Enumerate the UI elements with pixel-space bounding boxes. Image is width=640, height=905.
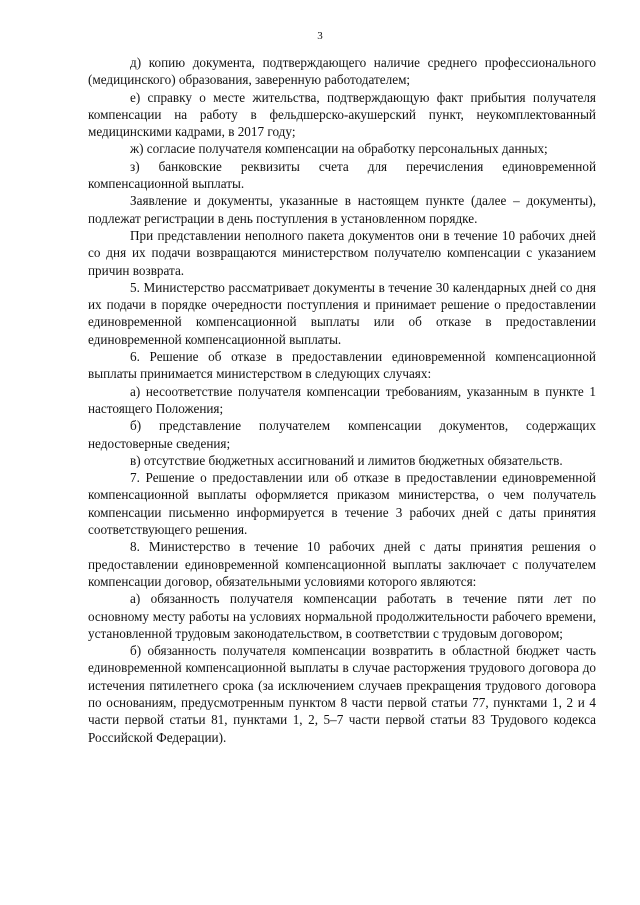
item-d-diploma-copy: д) копию документа, подтверждающего наличие среднего профессионального (медицинского) образования, заверенную работодателем; [88,55,596,88]
document-body [88,54,596,746]
clause-6-item-b: б) представление получателем компенсации документов, содержащих недостоверные сведения; [88,418,596,451]
item-zh-data-consent: ж) согласие получателя компенсации на обработку персональных данных; [130,141,548,157]
clause-6-item-a: а) несоответствие получателя компенсации требованиям, указанным в пункте 1 настоящего Положения; [88,383,596,416]
clause-6-paragraph: 6. Решение об отказе в предоставлении единовременной компенсационной выплаты принимается министерством в следующих случаях: [88,349,596,382]
item-z-bank-details: з) банковские реквизиты счета для перечисления единовременной компенсационной выплаты. [88,158,596,192]
item-e-residence-certificate: е) справку о месте жительства, подтверждающую факт прибытия получателя компенсации на работу в фельдшерско-акушерский пункт, неукомплектованный медицинскими кадрами, в 2017 году; [88,89,596,140]
documents-registration-paragraph: Заявление и документы, указанные в настоящем пункте (далее – документы), подлежат регистрации в день поступления в установленном порядке. [88,193,596,226]
clause-8-paragraph: 8. Министерство в течение 10 рабочих дней с даты принятия решения о предоставлении единовременной компенсационной выплаты заключает с получателем компенсации договор, обязательными условиями которого являются: [88,539,596,589]
incomplete-package-paragraph: При представлении неполного пакета документов они в течение 10 рабочих дней со дня их подачи возвращаются министерством получателю компенсации с указанием причин возврата. [88,227,596,278]
clause-8-item-a: а) обязанность получателя компенсации работать в течение пяти лет по основному месту работы на условиях нормальной продолжительности рабочего времени, установленной трудовым законодательством, в соответствии с трудовым договором; [88,591,596,641]
clause-5-paragraph: 5. Министерство рассматривает документы в течение 30 календарных дней со дня их подачи в порядке очередности поступления и принимает решение о предоставлении единовременной компенсационной выплаты или об отказе в предоставлении единовременной компенсационной выплаты. [88,279,596,347]
page-number: 3 [317,30,323,42]
clause-7-paragraph: 7. Решение о предоставлении или об отказе в предоставлении единовременной компенсационной выплаты оформляется приказом министерства, о чем получатель компенсации письменно информируется в течение 3 рабочих дней с даты принятия соответствующего решения. [88,470,596,538]
clause-8-item-b: б) обязанность получателя компенсации возвратить в областной бюджет часть единовременной компенсационной выплаты в случае расторжения трудового договора до истечения пятилетнего срока (за исключением случаев прекращения трудового договора по основаниям, предусмотренным пунктом 8 части первой статьи 77, пунктами 1, 2 и 4 части первой статьи 81, пунктами 1, 2, 5–7 части первой статьи 83 Трудового кодекса Российской Федерации). [88,643,596,745]
clause-6-item-v: в) отсутствие бюджетных ассигнований и лимитов бюджетных обязательств. [130,452,563,468]
